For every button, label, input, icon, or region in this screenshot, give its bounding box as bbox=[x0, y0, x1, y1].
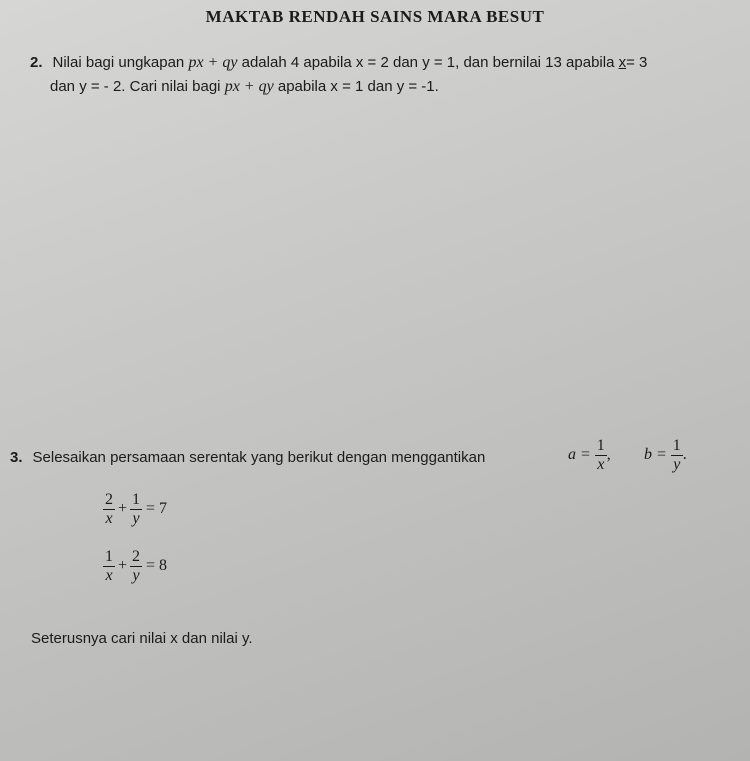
equation-2-numerator-1: 1 bbox=[105, 548, 113, 565]
question-3-line-1 bbox=[10, 447, 485, 468]
equation-2 bbox=[103, 548, 167, 585]
equation-1 bbox=[103, 491, 167, 528]
equation-2-denominator-2: y bbox=[130, 566, 142, 585]
equation-1-rhs: = 7 bbox=[146, 500, 168, 518]
question-2-line-1 bbox=[30, 52, 647, 73]
equation-1-numerator-2: 1 bbox=[132, 491, 141, 508]
substitution-a-denominator: x bbox=[595, 455, 607, 474]
equation-2-fraction-1 bbox=[103, 548, 115, 585]
substitution-b-lhs: b = bbox=[644, 446, 667, 464]
equation-2-denominator-1: x bbox=[103, 566, 115, 585]
substitution-b: b = $\frac{1}{y}$ . bbox=[644, 437, 687, 473]
substitution-a: a = $\frac{1}{x}$ , bbox=[568, 437, 611, 473]
substitution-a-numerator: 1 bbox=[596, 437, 605, 454]
question-3-number: 3. bbox=[10, 449, 23, 466]
question-2-text-b: adalah 4 apabila x = 2 dan y = 1, dan bernilai 13 apabila bbox=[241, 54, 615, 71]
school-name-heading: MAKTAB RENDAH SAINS MARA BESUT bbox=[205, 7, 545, 26]
substitution-b-denominator: y bbox=[671, 455, 683, 474]
question-2-line-2 bbox=[50, 76, 439, 97]
substitution-b-numerator: 1 bbox=[672, 437, 681, 454]
equation-2-rhs: = 8 bbox=[146, 557, 168, 575]
equation-2-numerator-2: 2 bbox=[132, 548, 141, 565]
question-2-text-a: Nilai bagi ungkapan bbox=[52, 54, 185, 71]
question-2-text-e: apabila x = 1 dan y = -1. bbox=[277, 78, 439, 95]
equation-1-numerator-1: 2 bbox=[105, 491, 113, 508]
substitution-a-fraction bbox=[595, 437, 607, 474]
question-2-text-c: = 3 bbox=[626, 54, 648, 71]
substitution-b-fraction bbox=[671, 437, 683, 474]
question-2-text-d: dan y = - 2. Cari nilai bagi bbox=[50, 78, 221, 95]
equation-1-denominator-2: y bbox=[130, 509, 142, 528]
question-2-expression: px + qy bbox=[188, 54, 238, 71]
equation-1-operator: + bbox=[118, 500, 128, 518]
question-3-text: Selesaikan persamaan serentak yang berikut dengan menggantikan bbox=[32, 449, 486, 466]
question-2-var-x: x bbox=[618, 54, 627, 71]
equation-2-operator: + bbox=[118, 557, 128, 575]
question-2-expression-2: px + qy bbox=[224, 78, 274, 95]
question-3-followup: Seterusnya cari nilai x dan nilai y. bbox=[31, 630, 253, 647]
equation-1-denominator-1: x bbox=[103, 509, 115, 528]
equation-1-fraction-1 bbox=[103, 491, 115, 528]
substitution-a-lhs: a = bbox=[568, 446, 591, 464]
question-2-number: 2. bbox=[30, 54, 43, 71]
equation-2-fraction-2 bbox=[130, 548, 142, 585]
equation-1-fraction-2 bbox=[130, 491, 142, 528]
